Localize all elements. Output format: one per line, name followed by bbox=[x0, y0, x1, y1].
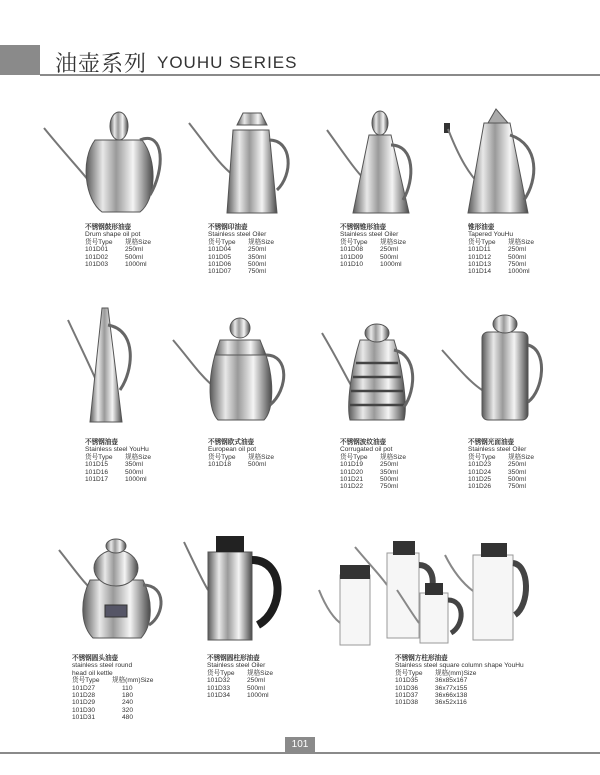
product-european-oil-pot: 不锈钢欧式油壶 European oil pot 货号Type 规格Size 101D18 500ml bbox=[208, 439, 275, 469]
tapered-youhu-image bbox=[440, 105, 550, 220]
header-block bbox=[0, 45, 40, 75]
european-oil-pot-image bbox=[170, 310, 290, 425]
steel-youhu-image bbox=[62, 300, 142, 430]
product-name-en: Drum shape oil pot bbox=[85, 231, 141, 239]
drum-oil-pot-image bbox=[40, 100, 165, 220]
product-drum-oil-pot: 不锈钢鼓形油壶 Drum shape oil pot 货号Type 规格Size 101D01 250ml 101D02 500ml 101D03 1000ml bbox=[85, 224, 152, 269]
product-name-en: Corrugated oil pot bbox=[340, 446, 393, 454]
cone-oiler-image bbox=[325, 105, 435, 220]
product-name-cn: 不锈钢欧式油壶 bbox=[208, 439, 255, 446]
product-name-cn: 不锈钢印油壶 bbox=[208, 224, 248, 231]
product-name-cn: 不锈钢方柱形油壶 bbox=[395, 655, 448, 662]
round-head-kettle-image bbox=[55, 530, 170, 645]
product-name-cn: 不锈钢圆柱形油壶 bbox=[207, 655, 260, 662]
printed-oiler-image bbox=[185, 105, 300, 220]
product-corrugated-oil-pot: 不锈钢波纹油壶 Corrugated oil pot 货号Type 规格Size 101D19 250ml 101D20 350ml 101D21 500ml 101D22 750ml bbox=[340, 439, 407, 491]
product-name-cn: 不锈钢圆头油壶 bbox=[72, 655, 119, 662]
product-name-en: Stainless steel Oiler bbox=[207, 662, 266, 670]
product-square-column-youhu: 不锈钢方柱形油壶 Stainless steel square column shape YouHu 货号Type 规格(mm)Size 101D35 36x85x167 101D36 36x77x155 101D37 36x66x138 101D38 36x52x116 bbox=[395, 655, 524, 707]
square-column-youhu-image bbox=[315, 535, 535, 650]
page-number: 101 bbox=[285, 737, 315, 753]
product-name-en-2: head oil kettle bbox=[72, 669, 113, 677]
product-smooth-oiler: 不锈钢光面油壶 Stainless steel Oiler 货号Type 规格Size 101D23 250ml 101D24 350ml 101D25 500ml 101D26 750ml bbox=[468, 439, 535, 491]
product-printed-oiler: 不锈钢印油壶 Stainless steel Oiler 货号Type 规格Size 101D04 250ml 101D05 350ml 101D06 500ml 101D07 750ml bbox=[208, 224, 275, 276]
product-name-en: Stainless steel YouHu bbox=[85, 446, 149, 454]
product-cone-oiler: 不锈钢锥形油壶 Stainless steel Oiler 货号Type 规格Size 101D08 250ml 101D09 500ml 101D10 1000ml bbox=[340, 224, 407, 269]
product-name-en: Stainless steel Oiler bbox=[468, 446, 527, 454]
product-tapered-youhu: 锥形油壶 Tapered YouHu 货号Type 规格Size 101D11 250ml 101D12 500ml 101D13 750ml 101D14 1000ml bbox=[468, 224, 535, 276]
product-steel-youhu: 不锈钢油壶 Stainless steel YouHu 货号Type 规格Size 101D15 350ml 101D16 500ml 101D17 1000ml bbox=[85, 439, 152, 484]
product-name-cn: 不锈钢锥形油壶 bbox=[340, 224, 387, 231]
corrugated-oil-pot-image bbox=[320, 315, 425, 425]
product-round-head-kettle: 不锈钢圆头油壶 stainless steel round head oil kettle 货号Type 规格(mm)Size 101D27 110 101D28 180 101D29 240 101D30 320 101D31 480 bbox=[72, 655, 154, 722]
product-name-cn: 不锈钢波纹油壶 bbox=[340, 439, 387, 446]
page-title-en: YOUHU SERIES bbox=[157, 53, 298, 72]
product-name-en: Stainless steel Oiler bbox=[340, 231, 399, 239]
product-name-cn: 锥形油壶 bbox=[468, 224, 495, 231]
product-name-cn: 不锈钢光面油壶 bbox=[468, 439, 515, 446]
product-name-en: Tapered YouHu bbox=[468, 231, 514, 239]
product-name-en: Stainless steel square column shape YouHu bbox=[395, 662, 524, 670]
product-name-en: stainless steel round bbox=[72, 662, 133, 670]
cylinder-oiler-image bbox=[180, 530, 290, 645]
product-cylinder-oiler: 不锈钢圆柱形油壶 Stainless steel Oiler 货号Type 规格Size 101D32 250ml 101D33 500ml 101D34 1000ml bbox=[207, 655, 274, 700]
footer-rule bbox=[0, 752, 600, 754]
product-name-cn: 不锈钢鼓形油壶 bbox=[85, 224, 132, 231]
product-name-cn: 不锈钢油壶 bbox=[85, 439, 118, 446]
product-name-en: European oil pot bbox=[208, 446, 257, 454]
page-title-cn: 油壶系列 bbox=[55, 52, 148, 77]
smooth-oiler-image bbox=[440, 310, 550, 425]
product-name-en: Stainless steel Oiler bbox=[208, 231, 267, 239]
